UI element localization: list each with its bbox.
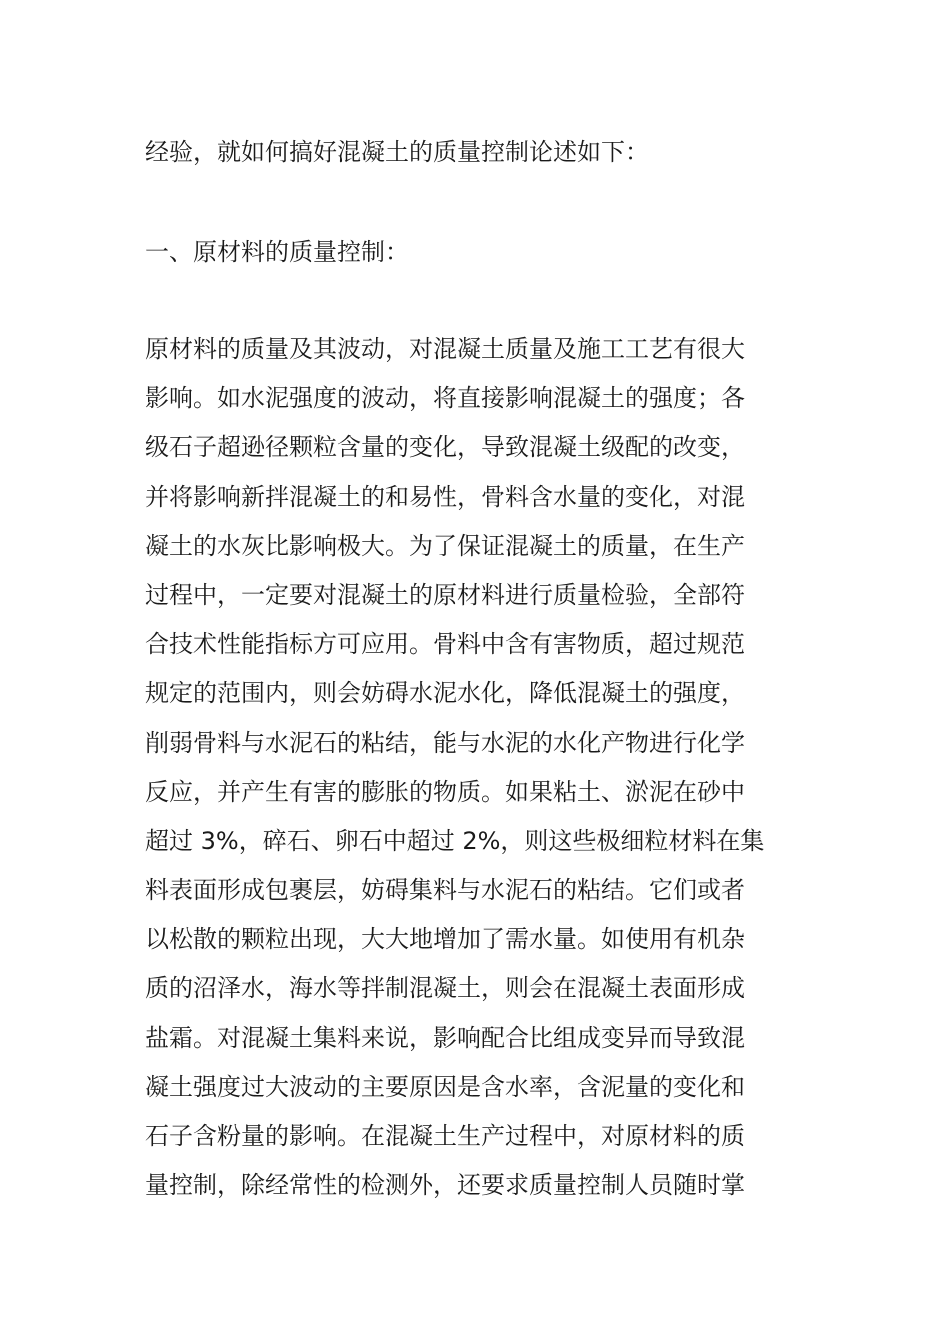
paragraph-line: 合技术性能指标方可应用。骨料中含有害物质，超过规范 — [145, 630, 745, 659]
paragraph-line: 过程中，一定要对混凝土的原材料进行质量检验，全部符 — [145, 580, 745, 609]
paragraph-line: 削弱骨料与水泥石的粘结，能与水泥的水化产物进行化学 — [145, 728, 745, 757]
body-paragraph — [145, 331, 825, 1216]
intro-line: 经验，就如何搞好混凝土的质量控制论述如下： — [145, 138, 649, 166]
paragraph-line: 并将影响新拌混凝土的和易性，骨料含水量的变化，对混 — [145, 482, 745, 511]
paragraph-line: 原材料的质量及其波动，对混凝土质量及施工工艺有很大 — [145, 335, 745, 363]
paragraph-line: 反应，并产生有害的膨胀的物质。如果粘土、淤泥在砂中 — [145, 777, 745, 806]
paragraph-line: 盐霜。对混凝土集料来说，影响配合比组成变异而导致混 — [145, 1023, 745, 1052]
paragraph-line: 以松散的颗粒出现，大大地增加了需水量。如使用有机杂 — [145, 925, 745, 954]
paragraph-line: 凝土的水灰比影响极大。为了保证混凝土的质量，在生产 — [145, 531, 745, 560]
paragraph-line: 影响。如水泥强度的波动，将直接影响混凝土的强度；各 — [145, 384, 745, 413]
paragraph-line: 超过 3%，碎石、卵石中超过 2%，则这些极细粒材料在集 — [145, 826, 765, 855]
paragraph-line: 量控制，除经常性的检测外，还要求质量控制人员随时掌 — [145, 1171, 745, 1200]
paragraph-line: 料表面形成包裹层，妨碍集料与水泥石的粘结。它们或者 — [145, 876, 745, 905]
paragraph-line: 凝土强度过大波动的主要原因是含水率，含泥量的变化和 — [145, 1072, 745, 1101]
paragraph-line: 级石子超逊径颗粒含量的变化，导致混凝土级配的改变， — [145, 433, 745, 462]
section-heading: 一、原材料的质量控制： — [145, 238, 409, 266]
paragraph-line: 规定的范围内，则会妨碍水泥水化，降低混凝土的强度， — [145, 679, 745, 708]
paragraph-line: 质的沼泽水，海水等拌制混凝土，则会在混凝土表面形成 — [145, 974, 745, 1003]
paragraph-line: 石子含粉量的影响。在混凝土生产过程中，对原材料的质 — [145, 1122, 745, 1150]
